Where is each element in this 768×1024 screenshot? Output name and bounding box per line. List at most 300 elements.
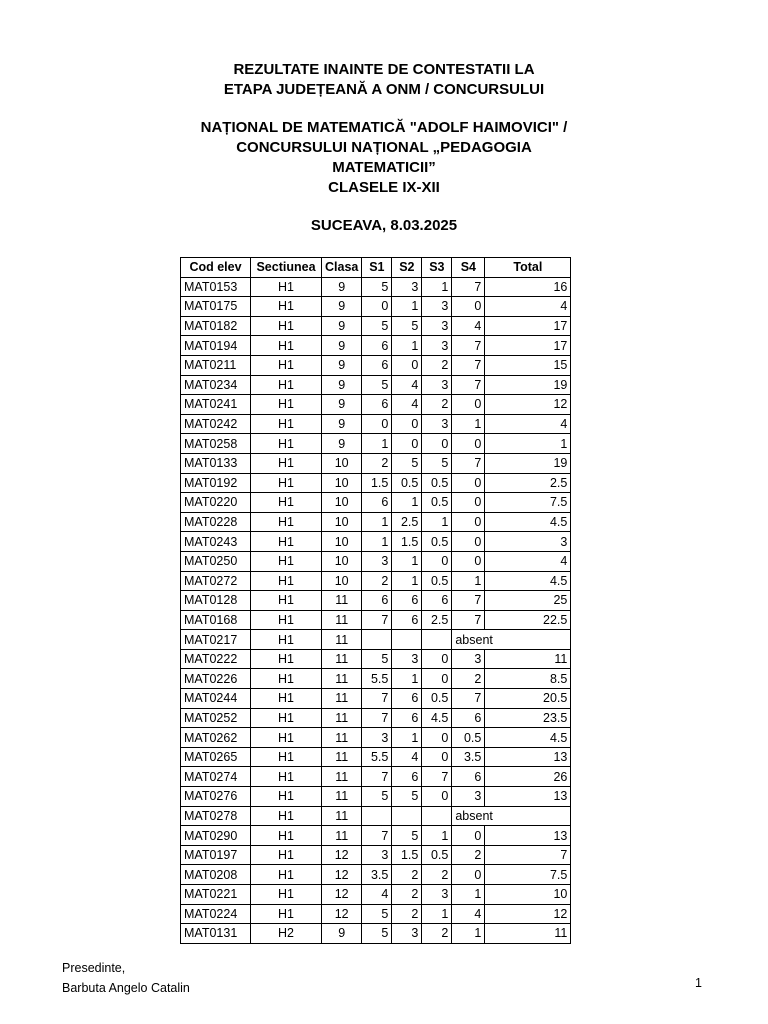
table-row xyxy=(181,924,571,944)
cell-s4: 2 xyxy=(452,669,485,689)
cell-sectiunea: H1 xyxy=(251,806,322,826)
cell-sectiunea: H1 xyxy=(251,845,322,865)
cell-clasa: 11 xyxy=(322,689,362,709)
title-line: REZULTATE INAINTE DE CONTESTATII LA xyxy=(233,61,535,78)
cell-total: 3 xyxy=(485,532,571,552)
table-row xyxy=(181,551,571,571)
cell-clasa: 10 xyxy=(322,453,362,473)
cell-s4: 0 xyxy=(452,826,485,846)
cell-cod-elev: MAT0128 xyxy=(181,591,251,611)
cell-cod-elev: MAT0242 xyxy=(181,414,251,434)
table-row xyxy=(181,453,571,473)
cell-total: 23.5 xyxy=(485,708,571,728)
cell-s3: 2 xyxy=(422,395,452,415)
cell-total: 4.5 xyxy=(485,728,571,748)
cell-cod-elev: MAT0241 xyxy=(181,395,251,415)
title-block-1 xyxy=(0,60,768,100)
cell-s4: 7 xyxy=(452,591,485,611)
cell-s2: 5 xyxy=(392,316,422,336)
cell-s3: 0 xyxy=(422,649,452,669)
cell-cod-elev: MAT0274 xyxy=(181,767,251,787)
cell-sectiunea: H2 xyxy=(251,924,322,944)
cell-clasa: 12 xyxy=(322,865,362,885)
cell-total: 10 xyxy=(485,885,571,905)
cell-cod-elev: MAT0222 xyxy=(181,649,251,669)
cell-s4: 7 xyxy=(452,375,485,395)
cell-s1: 1 xyxy=(362,434,392,454)
cell-s1: 7 xyxy=(362,767,392,787)
cell-s3: 1 xyxy=(422,512,452,532)
cell-s2 xyxy=(392,806,422,826)
cell-s3: 0.5 xyxy=(422,845,452,865)
cell-sectiunea: H1 xyxy=(251,728,322,748)
cell-s2: 4 xyxy=(392,395,422,415)
cell-sectiunea: H1 xyxy=(251,414,322,434)
cell-s3: 2 xyxy=(422,355,452,375)
cell-cod-elev: MAT0224 xyxy=(181,904,251,924)
cell-s4: 7 xyxy=(452,277,485,297)
signature-role: Presedinte, xyxy=(62,961,126,975)
cell-s2: 5 xyxy=(392,453,422,473)
table-header-row xyxy=(181,258,571,278)
cell-s3: 3 xyxy=(422,297,452,317)
cell-cod-elev: MAT0220 xyxy=(181,493,251,513)
cell-s1: 5 xyxy=(362,316,392,336)
table-row xyxy=(181,669,571,689)
cell-cod-elev: MAT0226 xyxy=(181,669,251,689)
cell-s3: 5 xyxy=(422,453,452,473)
cell-s2: 1 xyxy=(392,336,422,356)
cell-cod-elev: MAT0244 xyxy=(181,689,251,709)
cell-s2 xyxy=(392,630,422,650)
cell-s2: 1 xyxy=(392,297,422,317)
cell-s3: 6 xyxy=(422,591,452,611)
cell-sectiunea: H1 xyxy=(251,316,322,336)
cell-cod-elev: MAT0234 xyxy=(181,375,251,395)
cell-sectiunea: H1 xyxy=(251,630,322,650)
cell-clasa: 12 xyxy=(322,845,362,865)
cell-sectiunea: H1 xyxy=(251,297,322,317)
cell-s3 xyxy=(422,806,452,826)
signature-name: Barbuta Angelo Catalin xyxy=(62,981,190,995)
cell-cod-elev: MAT0252 xyxy=(181,708,251,728)
cell-s4: 0 xyxy=(452,551,485,571)
cell-cod-elev: MAT0182 xyxy=(181,316,251,336)
cell-s4: 3.5 xyxy=(452,747,485,767)
cell-s4: 6 xyxy=(452,767,485,787)
cell-cod-elev: MAT0276 xyxy=(181,787,251,807)
cell-s2: 0.5 xyxy=(392,473,422,493)
cell-sectiunea: H1 xyxy=(251,787,322,807)
cell-s3: 3 xyxy=(422,316,452,336)
cell-s4: 0 xyxy=(452,512,485,532)
cell-s1: 1.5 xyxy=(362,473,392,493)
table-row xyxy=(181,532,571,552)
cell-cod-elev: MAT0168 xyxy=(181,610,251,630)
cell-clasa: 10 xyxy=(322,473,362,493)
table-row xyxy=(181,787,571,807)
cell-s4: 7 xyxy=(452,336,485,356)
col-header-clasa: Clasa xyxy=(322,258,362,278)
table-row xyxy=(181,355,571,375)
cell-s2: 5 xyxy=(392,826,422,846)
cell-s3: 2 xyxy=(422,924,452,944)
cell-s3: 0 xyxy=(422,728,452,748)
cell-clasa: 9 xyxy=(322,375,362,395)
cell-clasa: 11 xyxy=(322,610,362,630)
cell-s3: 3 xyxy=(422,885,452,905)
cell-clasa: 11 xyxy=(322,591,362,611)
cell-s3: 7 xyxy=(422,767,452,787)
cell-sectiunea: H1 xyxy=(251,708,322,728)
cell-cod-elev: MAT0243 xyxy=(181,532,251,552)
table-row xyxy=(181,747,571,767)
table-row xyxy=(181,473,571,493)
cell-s3: 1 xyxy=(422,904,452,924)
table-row xyxy=(181,630,571,650)
cell-cod-elev: MAT0262 xyxy=(181,728,251,748)
cell-s1 xyxy=(362,806,392,826)
cell-s1: 6 xyxy=(362,493,392,513)
cell-clasa: 10 xyxy=(322,512,362,532)
cell-s4: 6 xyxy=(452,708,485,728)
cell-sectiunea: H1 xyxy=(251,767,322,787)
cell-s2: 2 xyxy=(392,904,422,924)
cell-s3: 4.5 xyxy=(422,708,452,728)
cell-s4: 7 xyxy=(452,453,485,473)
table-row xyxy=(181,395,571,415)
col-header-total: Total xyxy=(485,258,571,278)
cell-total: 4 xyxy=(485,551,571,571)
cell-s2: 0 xyxy=(392,434,422,454)
table-row xyxy=(181,767,571,787)
table-row xyxy=(181,865,571,885)
cell-clasa: 11 xyxy=(322,669,362,689)
table-row xyxy=(181,728,571,748)
cell-cod-elev: MAT0131 xyxy=(181,924,251,944)
table-row xyxy=(181,434,571,454)
col-header-s2: S2 xyxy=(392,258,422,278)
cell-s3: 0 xyxy=(422,787,452,807)
table-row xyxy=(181,591,571,611)
cell-s1: 3 xyxy=(362,551,392,571)
cell-s2: 6 xyxy=(392,591,422,611)
cell-sectiunea: H1 xyxy=(251,885,322,905)
cell-sectiunea: H1 xyxy=(251,610,322,630)
cell-cod-elev: MAT0197 xyxy=(181,845,251,865)
cell-sectiunea: H1 xyxy=(251,453,322,473)
cell-absent: absent xyxy=(452,630,571,650)
cell-sectiunea: H1 xyxy=(251,689,322,709)
cell-sectiunea: H1 xyxy=(251,355,322,375)
cell-s4: 7 xyxy=(452,610,485,630)
cell-s4: 2 xyxy=(452,845,485,865)
date-line: SUCEAVA, 8.03.2025 xyxy=(310,217,458,234)
cell-total: 13 xyxy=(485,747,571,767)
cell-sectiunea: H1 xyxy=(251,865,322,885)
title-line: MATEMATICII” xyxy=(332,159,436,176)
cell-s2: 2 xyxy=(392,885,422,905)
page-number: 1 xyxy=(695,976,702,990)
title-line: CONCURSULUI NAȚIONAL „PEDAGOGIA xyxy=(236,139,532,156)
cell-clasa: 9 xyxy=(322,355,362,375)
cell-s1: 3.5 xyxy=(362,865,392,885)
cell-s2: 1 xyxy=(392,551,422,571)
table-row xyxy=(181,649,571,669)
cell-total: 11 xyxy=(485,649,571,669)
cell-clasa: 11 xyxy=(322,708,362,728)
cell-s4: 0 xyxy=(452,297,485,317)
cell-s2: 3 xyxy=(392,924,422,944)
cell-cod-elev: MAT0153 xyxy=(181,277,251,297)
cell-cod-elev: MAT0228 xyxy=(181,512,251,532)
cell-s2: 1 xyxy=(392,571,422,591)
cell-s1: 5 xyxy=(362,277,392,297)
cell-s1: 7 xyxy=(362,689,392,709)
cell-s1: 0 xyxy=(362,414,392,434)
cell-clasa: 9 xyxy=(322,297,362,317)
cell-s2: 0 xyxy=(392,355,422,375)
cell-cod-elev: MAT0250 xyxy=(181,551,251,571)
cell-sectiunea: H1 xyxy=(251,904,322,924)
cell-s2: 2 xyxy=(392,865,422,885)
cell-s2: 3 xyxy=(392,649,422,669)
cell-cod-elev: MAT0208 xyxy=(181,865,251,885)
cell-cod-elev: MAT0221 xyxy=(181,885,251,905)
cell-clasa: 9 xyxy=(322,336,362,356)
cell-sectiunea: H1 xyxy=(251,826,322,846)
cell-s1: 2 xyxy=(362,453,392,473)
cell-cod-elev: MAT0194 xyxy=(181,336,251,356)
cell-cod-elev: MAT0211 xyxy=(181,355,251,375)
cell-s4: 1 xyxy=(452,924,485,944)
cell-s1: 3 xyxy=(362,728,392,748)
cell-s2: 1 xyxy=(392,493,422,513)
cell-s3: 3 xyxy=(422,336,452,356)
table-row xyxy=(181,297,571,317)
table-row xyxy=(181,375,571,395)
cell-s4: 3 xyxy=(452,787,485,807)
cell-s4: 0 xyxy=(452,493,485,513)
cell-s2: 6 xyxy=(392,708,422,728)
cell-s1: 5.5 xyxy=(362,747,392,767)
cell-s2: 6 xyxy=(392,610,422,630)
cell-s2: 6 xyxy=(392,689,422,709)
cell-sectiunea: H1 xyxy=(251,571,322,591)
cell-sectiunea: H1 xyxy=(251,395,322,415)
col-header-cod-elev: Cod elev xyxy=(181,258,251,278)
cell-total: 12 xyxy=(485,904,571,924)
cell-total: 7.5 xyxy=(485,493,571,513)
cell-absent: absent xyxy=(452,806,571,826)
cell-total: 4 xyxy=(485,297,571,317)
cell-s1: 7 xyxy=(362,610,392,630)
cell-total: 19 xyxy=(485,375,571,395)
cell-sectiunea: H1 xyxy=(251,551,322,571)
title-block-2 xyxy=(0,118,768,198)
cell-total: 4.5 xyxy=(485,512,571,532)
table-row xyxy=(181,571,571,591)
cell-s1: 4 xyxy=(362,885,392,905)
results-body xyxy=(181,277,571,943)
cell-s1: 5 xyxy=(362,649,392,669)
cell-total: 26 xyxy=(485,767,571,787)
cell-s1: 6 xyxy=(362,336,392,356)
cell-clasa: 10 xyxy=(322,493,362,513)
cell-s4: 1 xyxy=(452,571,485,591)
cell-sectiunea: H1 xyxy=(251,649,322,669)
cell-clasa: 11 xyxy=(322,767,362,787)
cell-s1: 7 xyxy=(362,708,392,728)
cell-clasa: 9 xyxy=(322,434,362,454)
cell-s1: 6 xyxy=(362,395,392,415)
cell-s1: 3 xyxy=(362,845,392,865)
table-row xyxy=(181,806,571,826)
cell-clasa: 9 xyxy=(322,395,362,415)
cell-sectiunea: H1 xyxy=(251,375,322,395)
cell-s2: 0 xyxy=(392,414,422,434)
cell-s1: 5.5 xyxy=(362,669,392,689)
cell-s3: 0 xyxy=(422,747,452,767)
cell-cod-elev: MAT0133 xyxy=(181,453,251,473)
cell-sectiunea: H1 xyxy=(251,747,322,767)
cell-s3: 0 xyxy=(422,551,452,571)
title-line: CLASELE IX-XII xyxy=(328,179,440,196)
col-header-s3: S3 xyxy=(422,258,452,278)
cell-s1: 5 xyxy=(362,787,392,807)
cell-s3: 1 xyxy=(422,277,452,297)
cell-total: 4.5 xyxy=(485,571,571,591)
cell-total: 25 xyxy=(485,591,571,611)
cell-s1: 5 xyxy=(362,924,392,944)
cell-s4: 0 xyxy=(452,865,485,885)
cell-clasa: 11 xyxy=(322,728,362,748)
col-header-s1: S1 xyxy=(362,258,392,278)
cell-sectiunea: H1 xyxy=(251,669,322,689)
cell-s3: 0 xyxy=(422,434,452,454)
cell-s1: 1 xyxy=(362,532,392,552)
cell-total: 20.5 xyxy=(485,689,571,709)
cell-s2: 1.5 xyxy=(392,532,422,552)
cell-s3: 3 xyxy=(422,375,452,395)
col-header-s4: S4 xyxy=(452,258,485,278)
cell-s3: 0.5 xyxy=(422,571,452,591)
table-row xyxy=(181,277,571,297)
cell-total: 2.5 xyxy=(485,473,571,493)
cell-s2: 1 xyxy=(392,728,422,748)
cell-sectiunea: H1 xyxy=(251,591,322,611)
cell-s4: 0 xyxy=(452,532,485,552)
table-row xyxy=(181,689,571,709)
cell-s1: 2 xyxy=(362,571,392,591)
table-row xyxy=(181,845,571,865)
cell-clasa: 9 xyxy=(322,316,362,336)
cell-s4: 3 xyxy=(452,649,485,669)
cell-clasa: 10 xyxy=(322,571,362,591)
cell-s2: 2.5 xyxy=(392,512,422,532)
cell-s1: 5 xyxy=(362,375,392,395)
cell-sectiunea: H1 xyxy=(251,336,322,356)
cell-s3: 0.5 xyxy=(422,689,452,709)
cell-total: 22.5 xyxy=(485,610,571,630)
cell-s4: 7 xyxy=(452,355,485,375)
cell-s4: 7 xyxy=(452,689,485,709)
cell-cod-elev: MAT0217 xyxy=(181,630,251,650)
cell-s1: 5 xyxy=(362,904,392,924)
cell-s2: 1.5 xyxy=(392,845,422,865)
cell-s2: 6 xyxy=(392,767,422,787)
cell-clasa: 10 xyxy=(322,551,362,571)
table-row xyxy=(181,493,571,513)
cell-clasa: 11 xyxy=(322,826,362,846)
cell-s4: 0.5 xyxy=(452,728,485,748)
cell-total: 8.5 xyxy=(485,669,571,689)
table-row xyxy=(181,708,571,728)
cell-sectiunea: H1 xyxy=(251,434,322,454)
title-line: NAȚIONAL DE MATEMATICĂ "ADOLF HAIMOVICI" / xyxy=(200,119,568,136)
cell-s3: 2.5 xyxy=(422,610,452,630)
col-header-sectiunea: Sectiunea xyxy=(251,258,322,278)
table-row xyxy=(181,885,571,905)
cell-cod-elev: MAT0290 xyxy=(181,826,251,846)
table-row xyxy=(181,512,571,532)
cell-s4: 0 xyxy=(452,434,485,454)
cell-s3: 0 xyxy=(422,669,452,689)
cell-total: 4 xyxy=(485,414,571,434)
cell-sectiunea: H1 xyxy=(251,493,322,513)
cell-s2: 5 xyxy=(392,787,422,807)
cell-clasa: 12 xyxy=(322,904,362,924)
cell-total: 12 xyxy=(485,395,571,415)
table-row xyxy=(181,826,571,846)
cell-s3: 1 xyxy=(422,826,452,846)
table-row xyxy=(181,610,571,630)
cell-total: 13 xyxy=(485,787,571,807)
cell-cod-elev: MAT0265 xyxy=(181,747,251,767)
cell-s1 xyxy=(362,630,392,650)
cell-total: 7 xyxy=(485,845,571,865)
cell-total: 7.5 xyxy=(485,865,571,885)
cell-s3 xyxy=(422,630,452,650)
cell-s3: 2 xyxy=(422,865,452,885)
cell-sectiunea: H1 xyxy=(251,277,322,297)
cell-s1: 0 xyxy=(362,297,392,317)
cell-clasa: 9 xyxy=(322,924,362,944)
signature-block xyxy=(62,958,190,998)
cell-s3: 3 xyxy=(422,414,452,434)
cell-clasa: 11 xyxy=(322,630,362,650)
cell-s4: 4 xyxy=(452,316,485,336)
cell-total: 1 xyxy=(485,434,571,454)
cell-s4: 1 xyxy=(452,885,485,905)
cell-total: 11 xyxy=(485,924,571,944)
cell-cod-elev: MAT0272 xyxy=(181,571,251,591)
cell-cod-elev: MAT0192 xyxy=(181,473,251,493)
cell-clasa: 11 xyxy=(322,649,362,669)
cell-total: 13 xyxy=(485,826,571,846)
cell-s4: 0 xyxy=(452,395,485,415)
cell-clasa: 9 xyxy=(322,277,362,297)
cell-s1: 1 xyxy=(362,512,392,532)
cell-cod-elev: MAT0175 xyxy=(181,297,251,317)
cell-s3: 0.5 xyxy=(422,473,452,493)
cell-s1: 6 xyxy=(362,355,392,375)
cell-clasa: 11 xyxy=(322,787,362,807)
cell-total: 15 xyxy=(485,355,571,375)
cell-total: 16 xyxy=(485,277,571,297)
table-row xyxy=(181,336,571,356)
cell-s2: 4 xyxy=(392,747,422,767)
